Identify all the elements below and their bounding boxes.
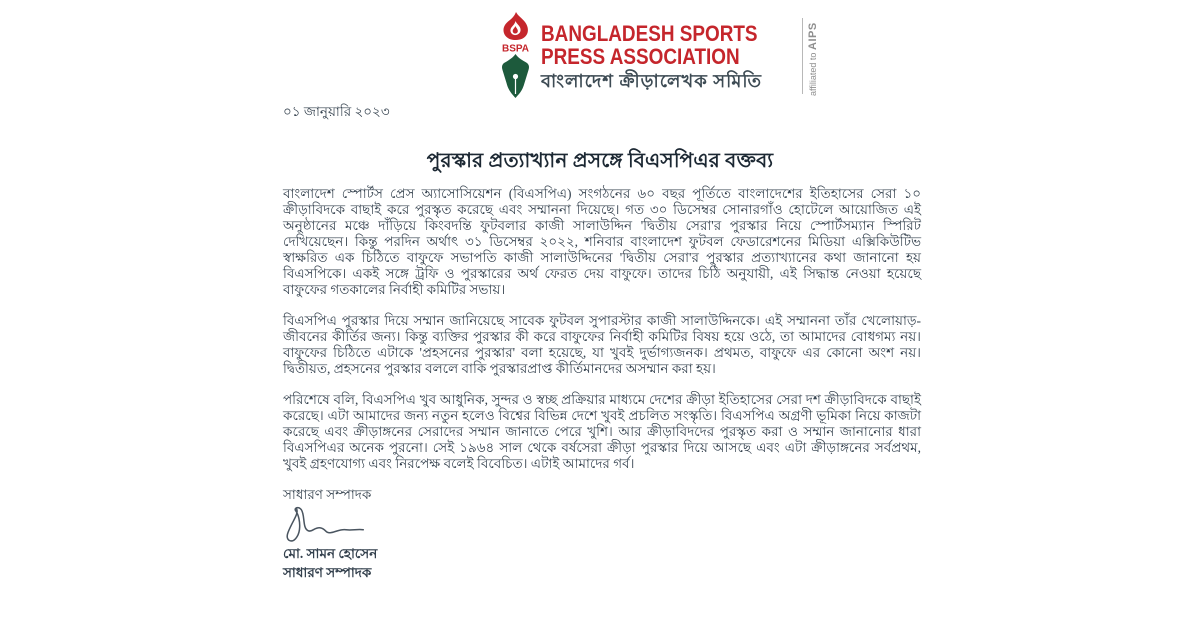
letter-body bbox=[283, 186, 921, 581]
torch-flame-icon bbox=[503, 12, 527, 40]
logo-acronym: BSPA bbox=[501, 43, 530, 55]
paragraph-3: পরিশেষে বলি, বিএসপিএ খুব আধুনিক, সুন্দর ও স্বচ্ছ প্রক্রিয়ার মাধ্যমে দেশের ক্রীড়া ইতিহাসের সেরা দশ ক্রীড়াবিদকে বাছাই করেছে। এটা আমাদের জন্য নতুন হলেও বিশ্বের বিভিন্ন দেশে খুবই প্রচলিত সংস্কৃতি। বিএসপিএ অগ্রণী ভূমিকা নিয়ে কাজটা করেছে এবং ক্রীড়াঙ্গনের সেরাদের সম্মান জানাতে পেরে খুশি। আর ক্রীড়াবিদদের পুরস্কৃত করা ও সম্মান জানানোর ধারা বিএসপিএর অনেক পুরনো। সেই ১৯৬৪ সাল থেকে বর্ষসেরা ক্রীড়া পুরস্কার দিয়ে আসছে এবং এটা ক্রীড়াঙ্গনের সর্বপ্রথম, খুবই গ্রহণযোগ্য এবং নিরপেক্ষ বলেই বিবেচিত। এটাই আমাদের গর্ব। bbox=[283, 392, 921, 471]
letter-date: ০১ জানুয়ারি ২০২৩ bbox=[283, 104, 390, 119]
affiliation-prefix: affiliated to bbox=[807, 52, 818, 96]
org-name-block bbox=[541, 22, 793, 92]
affiliation-label bbox=[807, 12, 819, 96]
letterhead bbox=[497, 12, 819, 98]
org-name-bengali: বাংলাদেশ ক্রীড়ালেখক সমিতি bbox=[541, 71, 762, 91]
org-name-line1: BANGLADESH SPORTS bbox=[541, 21, 758, 46]
affiliation-org: AIPS bbox=[806, 21, 819, 50]
signatory-name: মো. সামন হোসেন bbox=[283, 546, 378, 561]
letterhead-divider bbox=[802, 18, 803, 94]
bspa-logo bbox=[497, 12, 534, 98]
closing-role-top: সাধারণ সম্পাদক bbox=[283, 487, 372, 502]
pen-nib-icon bbox=[502, 54, 529, 98]
paragraph-2: বিএসপিএ পুরস্কার দিয়ে সম্মান জানিয়েছে সাবেক ফুটবল সুপারস্টার কাজী সালাউদ্দিনকে। এই সম্মাননা তাঁর খেলোয়াড়-জীবনের কীর্তির জন্য। কিন্তু ব্যক্তির পুরস্কার কী করে বাফুফের নির্বাহী কমিটির বিষয় হয়ে ওঠে, তা আমাদের বোধগম্য নয়। বাফুফের চিঠিতে এটাকে 'প্রহসনের পুরস্কার' বলা হয়েছে, যা খুবই দুর্ভাগ্যজনক। প্রথমত, বাফুফে এর কোনো অংশ নয়। দ্বিতীয়ত, প্রহসনের পুরস্কার বললে বাকি পুরস্কারপ্রাপ্ত কীর্তিমানদের অসম্মান করা হয়। bbox=[283, 313, 921, 376]
closing-block bbox=[283, 487, 921, 581]
paragraph-1: বাংলাদেশ স্পোর্টস প্রেস অ্যাসোসিয়েশন (বিএসপিএ) সংগঠনের ৬০ বছর পূর্তিতে বাংলাদেশের ইতিহাসের সেরা ১০ ক্রীড়াবিদকে বাছাই করে পুরস্কৃত করেছে এবং সম্মাননা দিয়েছে। গত ৩০ ডিসেম্বর সোনারগাঁও হোটেলে আয়োজিত এই অনুষ্ঠানের মঞ্চে দাঁড়িয়ে কিংবদন্তি ফুটবলার কাজী সালাউদ্দিন 'দ্বিতীয় সেরা'র পুরস্কার নিয়ে স্পোর্টসম্যান স্পিরিট দেখিয়েছেন। কিন্তু পরদিন অর্থাৎ ৩১ ডিসেম্বর ২০২২, শনিবার বাংলাদেশ ফুটবল ফেডারেশনের মিডিয়া এক্সিকিউটিভ স্বাক্ষরিত এক চিঠিতে বাফুফে সভাপতি কাজী সালাউদ্দিনের 'দ্বিতীয় সেরা'র পুরস্কার প্রত্যাখ্যানের কথা জানানো হয় বিএসপিকে। একই সঙ্গে ট্রফি ও পুরস্কারের অর্থ ফেরত দেয় বাফুফে। তাদের চিঠি অনুযায়ী, এই সিদ্ধান্ত নেওয়া হয়েছে বাফুফের গতকালের নির্বাহী কমিটির সভায়। bbox=[283, 186, 921, 297]
letter-title: পুরস্কার প্রত্যাখ্যান প্রসঙ্গে বিএসপিএর বক্তব্য bbox=[426, 150, 774, 172]
signatory-role: সাধারণ সম্পাদক bbox=[283, 565, 372, 580]
signature-image bbox=[281, 505, 921, 545]
org-name-line2: PRESS ASSOCIATION bbox=[541, 44, 740, 69]
